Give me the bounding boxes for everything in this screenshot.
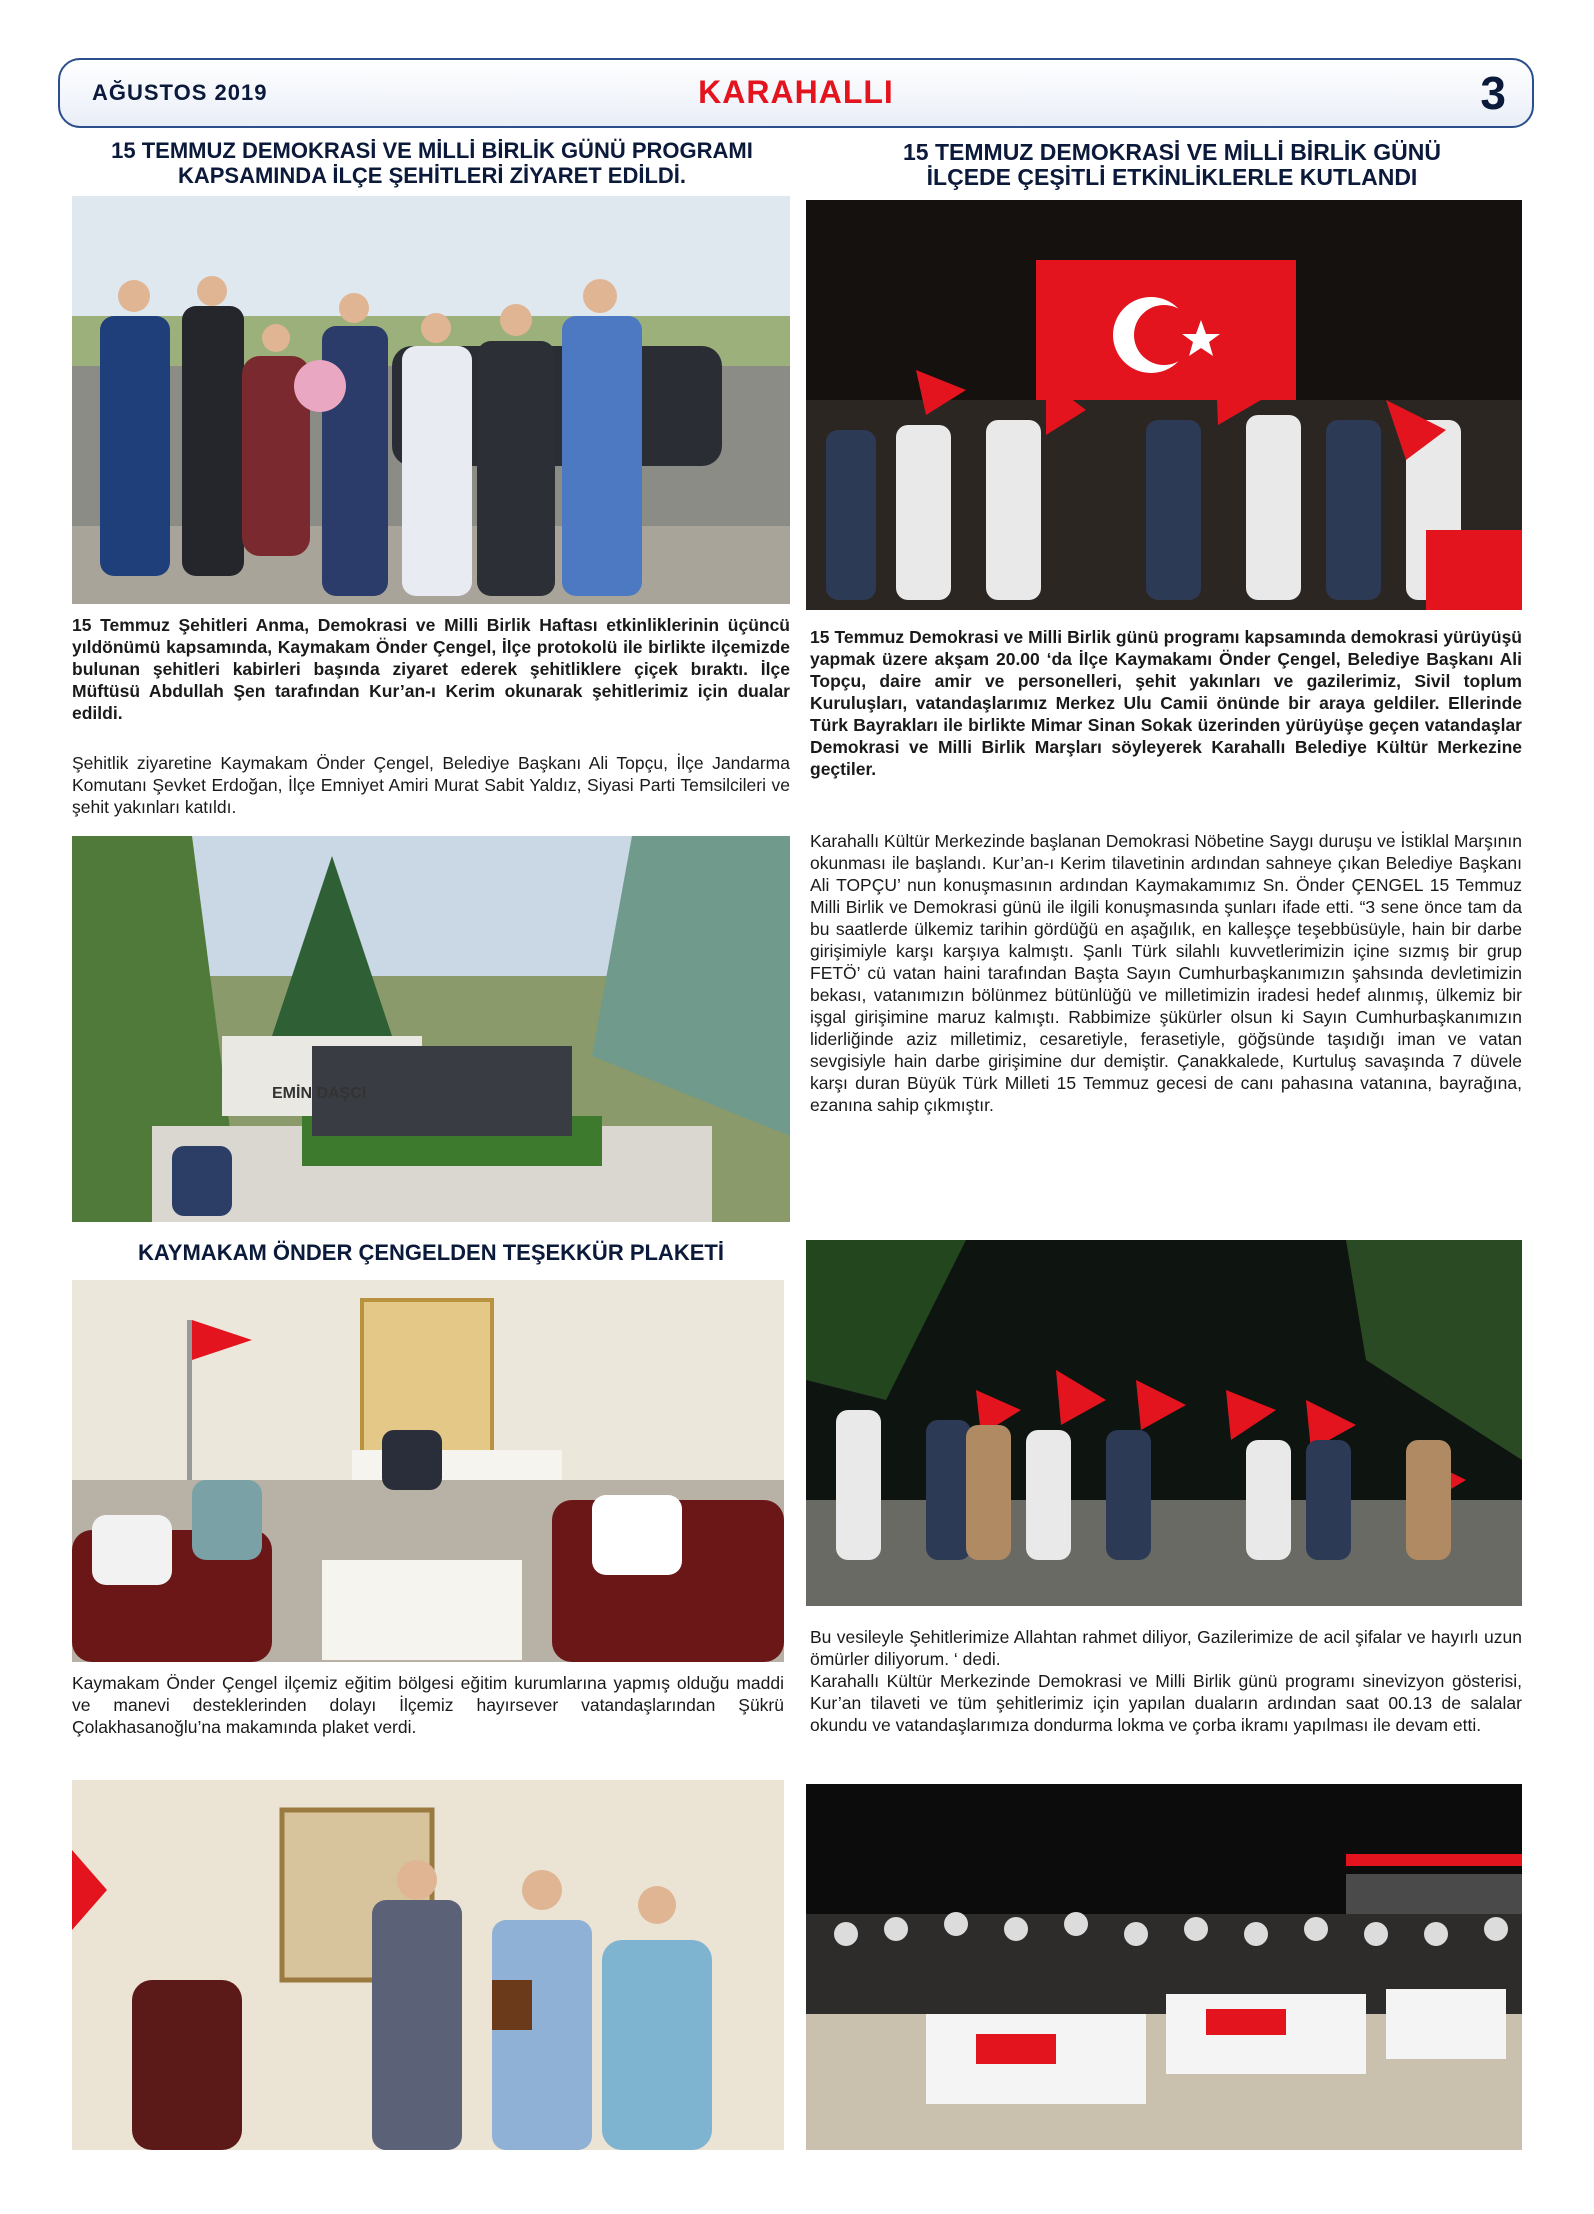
issue-date: AĞUSTOS 2019 xyxy=(92,80,268,105)
right-paragraph-3: Karahallı Kültür Merkezinde Demokrasi ve Milli Birlik günü programı sinevizyon gösterisi, Kur’an tilaveti ve tüm şehitlerimiz için yapılan duaların ardından saat 00.13 de salalar okundu ve vatandaşlarımıza dondurma lokma ve çorba ikramı yapılması ile devam etti. xyxy=(810,1671,1522,1735)
left-headline: 15 TEMMUZ DEMOKRASİ VE MİLLİ BİRLİK GÜNÜ PROGRAMI KAPSAMINDA İLÇE ŞEHİTLERİ ZİYARET EDİLDİ. xyxy=(111,138,753,188)
right-bold-paragraph: 15 Temmuz Demokrasi ve Milli Birlik günü programı kapsamında demokrasi yürüyüşü yapmak üzere akşam 20.00 ‘da İlçe Kaymakamı Önder Çengel, Belediye Başkanı Ali Topçu, daire amir ve personelleri, şehit yakınları ve gazilerimiz, Sivil toplum Kuruluşları, vatandaşlarımız Merkez Ulu Camii önünde bir araya geldiler. Ellerinde Türk Bayrakları ile birlikte Mimar Sinan Sokak üzerinden yürüyüşe geçen vatandaşlar Demokrasi ve Milli Birlik Marşları söyleyerek Karahallı Belediye Kültür Merkezine geçtiler. xyxy=(810,627,1522,779)
photo-office-meeting xyxy=(72,1280,784,1662)
photo-plaque-handover xyxy=(72,1780,784,2150)
left-paragraph: Şehitlik ziyaretine Kaymakam Önder Çengel, Belediye Başkanı Ali Topçu, İlçe Jandarma Komutanı Şevket Erdoğan, İlçe Emniyet Amiri Murat Sabit Yaldız, Siyasi Parti Temsilcileri ve şehit yakınları katıldı. xyxy=(72,753,790,817)
right-paragraph-1: Karahallı Kültür Merkezinde başlanan Demokrasi Nöbetine Saygı duruşu ve İstiklal Marşının okunması ile başlandı. Kur’an-ı Kerim tilavetinin ardından sahneye çıkan Belediye Başkanı Ali TOPÇU’ nun konuşmasının ardından Kaymakamımız Sn. Önder ÇENGEL 15 Temmuz Milli Birlik ve Demokrasi günü ile ilgili konuşmasında şunları ifade etti. “3 sene önce tam da bu saatlerde ülkemiz tarihin gördüğü en aşağılık, en kalleşçe teşebbüsüyle, hain bir darbe girişimiyle karşı karşıya kalmıştı. Şanlı Türk silahlı kuvvetlerimizin içine sızmış bir grup FETÖ’ cü vatan haini tarafından Başta Sayın Cumhurbaşkanımızın şahsında devletimizin bekası, vatanımızın bölünmez bütünlüğü ve milletimizin iradesi hedef alınmış, ülkemiz bir işgal girişimine maruz kalmıştı. Rabbimize şükürler olsun ki Sayın Cumhurbaşkanımızın liderliğinde aziz milletimiz, cesaretiyle, ferasetiyle, göğsünde taşıdığı iman ve vatan sevgisiyle hain darbe girişimine dur demiştir. Çanakkalede, Kurtuluş savaşında 7 düvele karşı duran Büyük Türk Milleti 15 Temmuz gecesi de canı pahasına vatanına, bayrağına, ezanına sahip çıkmıştır. xyxy=(810,831,1523,1115)
right-headline: 15 TEMMUZ DEMOKRASİ VE MİLLİ BİRLİK GÜNÜ İLÇEDE ÇEŞİTLİ ETKİNLİKLERLE KUTLANDI xyxy=(903,139,1441,190)
right-paragraph-2: Bu vesileyle Şehitlerimize Allahtan rahmet diliyor, Gazilerimize de acil şifalar ve hayırlı uzun ömürler diliyorum. ‘ dedi. xyxy=(810,1627,1522,1669)
page-header xyxy=(58,58,1534,128)
newspaper-title: KARAHALLI xyxy=(698,74,894,110)
plaque-paragraph: Kaymakam Önder Çengel ilçemiz eğitim bölgesi eğitim kurumlarına yapmış olduğu maddi ve manevi desteklerinden dolayı İlçemiz hayırsever vatandaşlarından Şükrü Çolakhasanoğlu’na makamında plaket verdi. xyxy=(72,1673,784,1737)
photo-audience xyxy=(806,1784,1522,2150)
plaque-headline: KAYMAKAM ÖNDER ÇENGELDEN TEŞEKKÜR PLAKETİ xyxy=(138,1240,724,1265)
photo-night-march xyxy=(806,1240,1522,1606)
grave-inscription: EMİN DAŞCI xyxy=(272,1085,367,1102)
page-number: 3 xyxy=(1480,67,1506,119)
photo-night-flag-group xyxy=(806,200,1522,610)
left-bold-paragraph: 15 Temmuz Şehitleri Anma, Demokrasi ve Milli Birlik Haftası etkinliklerinin üçüncü yıldönümü kapsamında, Kaymakam Önder Çengel, İlçe protokolü ile birlikte ilçemizde bulunan şehitleri kabirleri başında ziyaret ederek şehitliklere çiçek bıraktı. İlçe Müftüsü Abdullah Şen tarafından Kur’an-ı Kerim okunarak şehitlerimiz için dualar edildi. xyxy=(72,615,790,723)
photo-grave-prayer xyxy=(72,836,790,1222)
photo-cemetery-group xyxy=(72,196,790,604)
